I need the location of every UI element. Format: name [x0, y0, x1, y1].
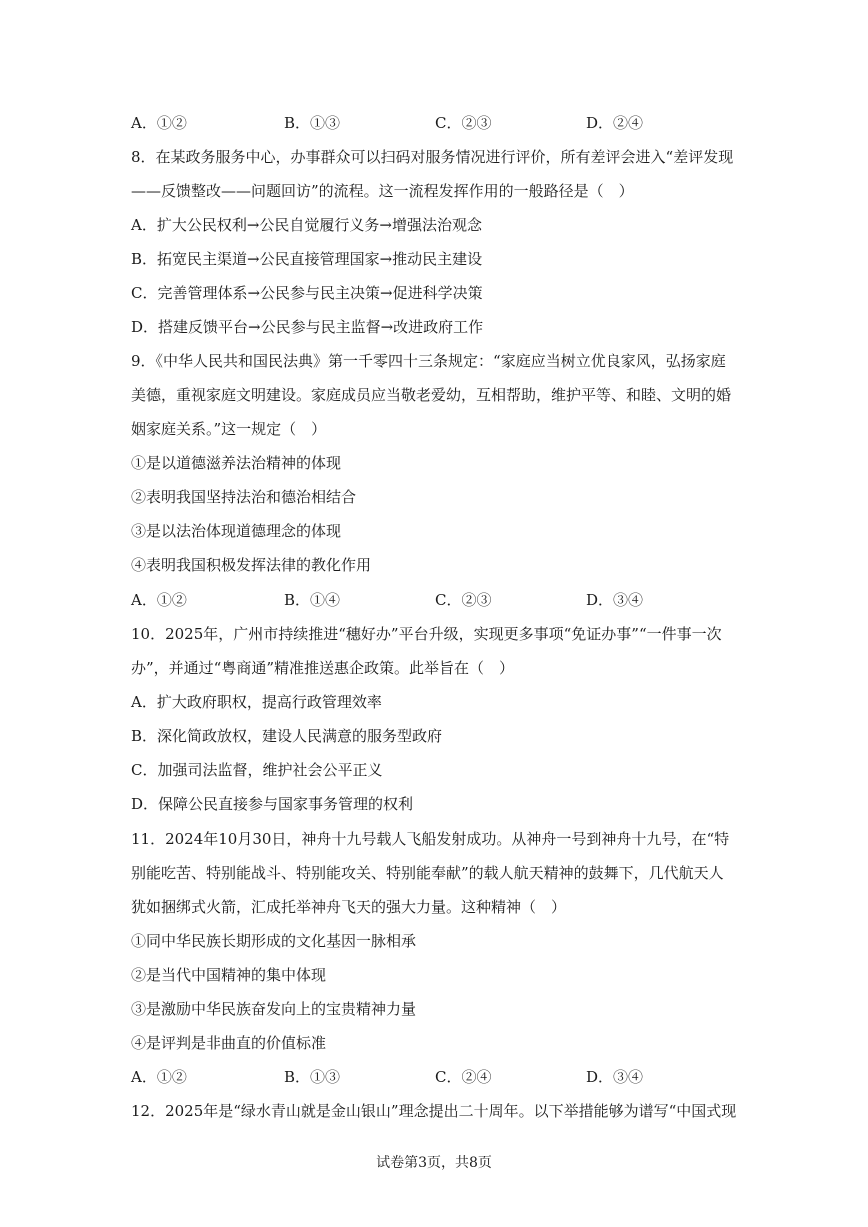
- page-footer: 试卷第3页，共8页: [376, 1155, 492, 1171]
- q7-option-c: C．②③: [435, 114, 492, 132]
- q11-option-b: B．①③: [284, 1068, 341, 1086]
- q7-option-a: A．①②: [131, 114, 187, 132]
- q11-stem-line-2: 别能吃苦、特别能战斗、特别能攻关、特别能奉献”的载人航天精神的鼓舞下，几代航天人: [131, 864, 724, 882]
- q11-option-a: A．①②: [131, 1068, 187, 1086]
- q9-stem-line-3: 姻家庭关系。”这一规定（ ）: [131, 420, 327, 438]
- q10-stem-line-2: 办”，并通过“粤商通”精准推送惠企政策。此举旨在（ ）: [131, 659, 515, 677]
- q11-stem-line-3: 犹如捆绑式火箭，汇成托举神舟飞天的强大力量。这种精神（ ）: [131, 898, 567, 916]
- q8-stem-line-2: ——反馈整改——问题回访”的流程。这一流程发挥作用的一般路径是（ ）: [131, 182, 634, 200]
- q11-option-d: D．③④: [586, 1068, 644, 1086]
- q9-options: [131, 590, 731, 610]
- q8-choice-a: A．扩大公民权利→公民自觉履行义务→增强法治观念: [131, 216, 482, 234]
- q10-choice-b: B．深化简政放权，建设人民满意的服务型政府: [131, 727, 443, 745]
- q11-option-c: C．②④: [435, 1068, 492, 1086]
- q9-stem-line-2: 美德，重视家庭文明建设。家庭成员应当敬老爱幼，互相帮助，维护平等、和睦、文明的婚: [131, 386, 732, 404]
- q9-stem-line-1: 9．《中华人民共和国民法典》第一千零四十三条规定：“家庭应当树立优良家风，弘扬家庭: [131, 352, 726, 370]
- q9-option-d: D．③④: [586, 591, 644, 609]
- q11-statement-4: ④是评判是非曲直的价值标准: [131, 1034, 327, 1052]
- q9-statement-4: ④表明我国积极发挥法律的教化作用: [131, 556, 372, 574]
- q11-statement-2: ②是当代中国精神的集中体现: [131, 966, 327, 984]
- q7-options: [131, 113, 731, 133]
- q9-option-a: A．①②: [131, 591, 187, 609]
- q12-stem-line-1: 12．2025年是“绿水青山就是金山银山”理念提出二十周年。以下举措能够为谱写“中国式现: [131, 1102, 737, 1120]
- q9-option-b: B．①④: [284, 591, 341, 609]
- q10-choice-d: D．保障公民直接参与国家事务管理的权利: [131, 795, 414, 813]
- q9-statement-3: ③是以法治体现道德理念的体现: [131, 522, 342, 540]
- q8-stem-line-1: 8．在某政务服务中心，办事群众可以扫码对服务情况进行评价，所有差评会进入“差评发现: [131, 148, 734, 166]
- q11-statement-3: ③是激励中华民族奋发向上的宝贵精神力量: [131, 1000, 417, 1018]
- q7-option-b: B．①③: [284, 114, 341, 132]
- q9-option-c: C．②③: [435, 591, 492, 609]
- q7-option-d: D．②④: [586, 114, 644, 132]
- q8-choice-d: D．搭建反馈平台→公民参与民主监督→改进政府工作: [131, 318, 484, 336]
- q11-statement-1: ①同中华民族长期形成的文化基因一脉相承: [131, 932, 417, 950]
- q10-stem-line-1: 10．2025年，广州市持续推进“穗好办”平台升级，实现更多事项“免证办事”“一件事一次: [131, 625, 722, 643]
- q10-choice-c: C．加强司法监督，维护社会公平正义: [131, 761, 383, 779]
- q11-options: [131, 1067, 731, 1087]
- q9-statement-1: ①是以道德滋养法治精神的体现: [131, 454, 342, 472]
- q11-stem-line-1: 11．2024年10月30日，神舟十九号载人飞船发射成功。从神舟一号到神舟十九号，在“特: [131, 830, 730, 848]
- q8-choice-b: B．拓宽民主渠道→公民直接管理国家→推动民主建设: [131, 250, 483, 268]
- q9-statement-2: ②表明我国坚持法治和德治相结合: [131, 488, 357, 506]
- q10-choice-a: A．扩大政府职权，提高行政管理效率: [131, 693, 382, 711]
- q8-choice-c: C．完善管理体系→公民参与民主决策→促进科学决策: [131, 284, 483, 302]
